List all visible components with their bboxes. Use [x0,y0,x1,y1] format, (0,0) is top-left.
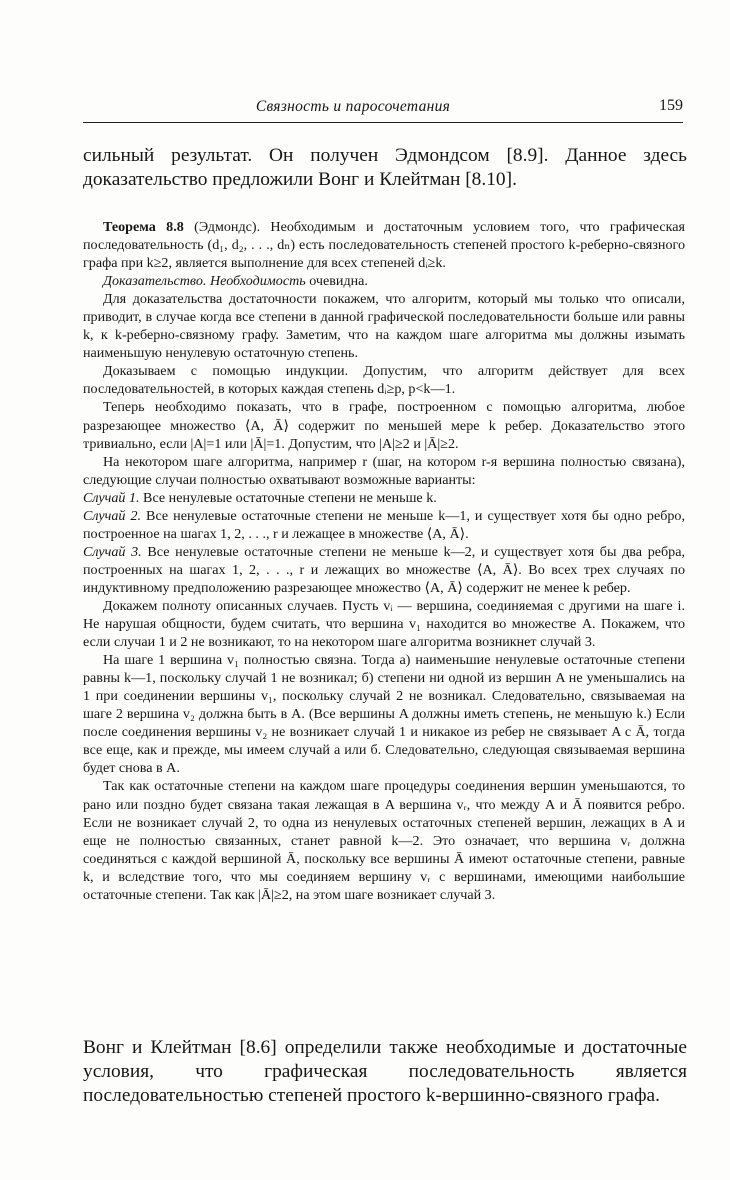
case-text: Все ненулевые остаточные степени не меньше k. [139,489,437,506]
theorem-text: (Эдмондс). Необходимым и достаточным условием того, что графическая последовательность (d₁, d₂, . . ., dₙ) есть последовательность степеней простого k-реберно-связного графа при k≥2, является выполнение для всех степеней dᵢ≥k. [83,219,686,272]
proof-label: Доказательство. Необходимость [103,273,306,290]
case-label: Случай 2. [83,507,142,524]
page-header [83,92,683,123]
lead-paragraph: сильный результат. Он получен Эдмондсом [8.9]. Данное здесь доказательство предложили Вонг и Клейтман [8.10]. [83,145,687,190]
proof-paragraph: На некотором шаге алгоритма, например r (шаг, на котором r-я вершина полностью связана), следующие случаи полностью охватывают возможные варианты: [83,453,685,488]
page-number: 159 [659,97,683,114]
body-paragraph: Так как остаточные степени на каждом шаге процедуры соединения вершин уменьшаются, то рано или поздно будет связана такая лежащая в A вершина vᵣ, что между A и Ā появится ребро. Если не возникает случай 2, то одна из ненулевых остаточных степеней вершин, лежащих в A и еще не полностью связанных, станет равной k—2. Это означает, что вершина vᵣ должна соединяться с каждой вершиной Ā, поскольку все вершины Ā имеют остаточные степени, равные k, и вследствие того, что мы соединяем вершину vᵣ с вершинами, имеющими наибольшие остаточные степени. Так как |Ā|≥2, на этом шаге возникает случай 3. [83,778,685,903]
case-text: Все ненулевые остаточные степени не меньше k—2, и существует хотя бы два ребра, построенных на шагах 1, 2, . . ., r и лежащих во множестве ⟨A, Ā⟩. Во всех трех случаях по индуктивному предположению разрезающее множество ⟨A, Ā⟩ содержит не менее k ребер. [83,543,685,596]
case-label: Случай 1. [83,489,140,506]
theorem-paragraph [83,218,685,272]
closing-paragraph: Вонг и Клейтман [8.6] определили также необходимые и достаточные условия, что графическая последовательность является последовательностью степеней простого k-вершинно-связного графа. [83,1037,687,1106]
running-title: Связность и паросочетания [255,98,451,115]
theorem-label: Теорема 8.8 [103,219,184,235]
case-text: Все ненулевые остаточные степени не меньше k—1, и существует хотя бы одно ребро, построенное на шагах 1, 2, . . ., r и лежащее в множестве ⟨A, Ā⟩. [83,507,685,542]
case-item [83,543,685,597]
case-label: Случай 3. [83,543,142,560]
case-item [83,489,685,507]
proof-intro [83,272,685,290]
proof-intro-text: очевидна. [305,273,368,290]
body-paragraph: Докажем полноту описанных случаев. Пусть vᵢ — вершина, соединяемая с другими на шаге i. Не нарушая общности, будем считать, что вершина v₁ находится во множестве A. Покажем, что если случаи 1 и 2 не возникают, то на некотором шаге алгоритма возникнет случай 3. [83,597,685,651]
proof-paragraph: Доказываем с помощью индукции. Допустим, что алгоритм действует для всех последовательностей, в которых каждая степень dᵢ≥p, p<k—1. [83,363,685,398]
case-item [83,507,685,543]
body-paragraph: На шаге 1 вершина v₁ полностью связна. Тогда a) наименьшие ненулевые остаточные степени равны k—1, поскольку случай 1 не возникал; б) степени ни одной из вершин A не уменьшались на 1 при соединении вершины v₁, поскольку случай 2 не возникал. Следовательно, связываемая на шаге 2 вершина v₂ должна быть в A. (Все вершины A должны иметь степень, не меньшую k.) Если после соединения вершины v₂ не возникает случай 1 и никакое из ребер не связывает A с Ā, тогда все еще, как и прежде, мы имеем случай a или б. Следовательно, следующая связываемая вершина будет снова в A. [83,652,685,777]
proof-paragraph: Для доказательства достаточности покажем, что алгоритм, который мы только что описали, приводит, в случае когда все степени в данной графической последовательности больше или равны k, к k-реберно-связному графу. Заметим, что на каждом шаге алгоритма мы должны изымать наименьшую ненулевую остаточную степень. [83,291,685,362]
body-text [83,218,685,904]
proof-paragraph: Теперь необходимо показать, что в графе, построенном с помощью алгоритма, любое разрезающее множество ⟨A, Ā⟩ содержит по меньшей мере k ребер. Доказательство этого тривиально, если |A|=1 или |Ā|=1. Допустим, что |A|≥2 и |Ā|≥2. [83,399,685,452]
